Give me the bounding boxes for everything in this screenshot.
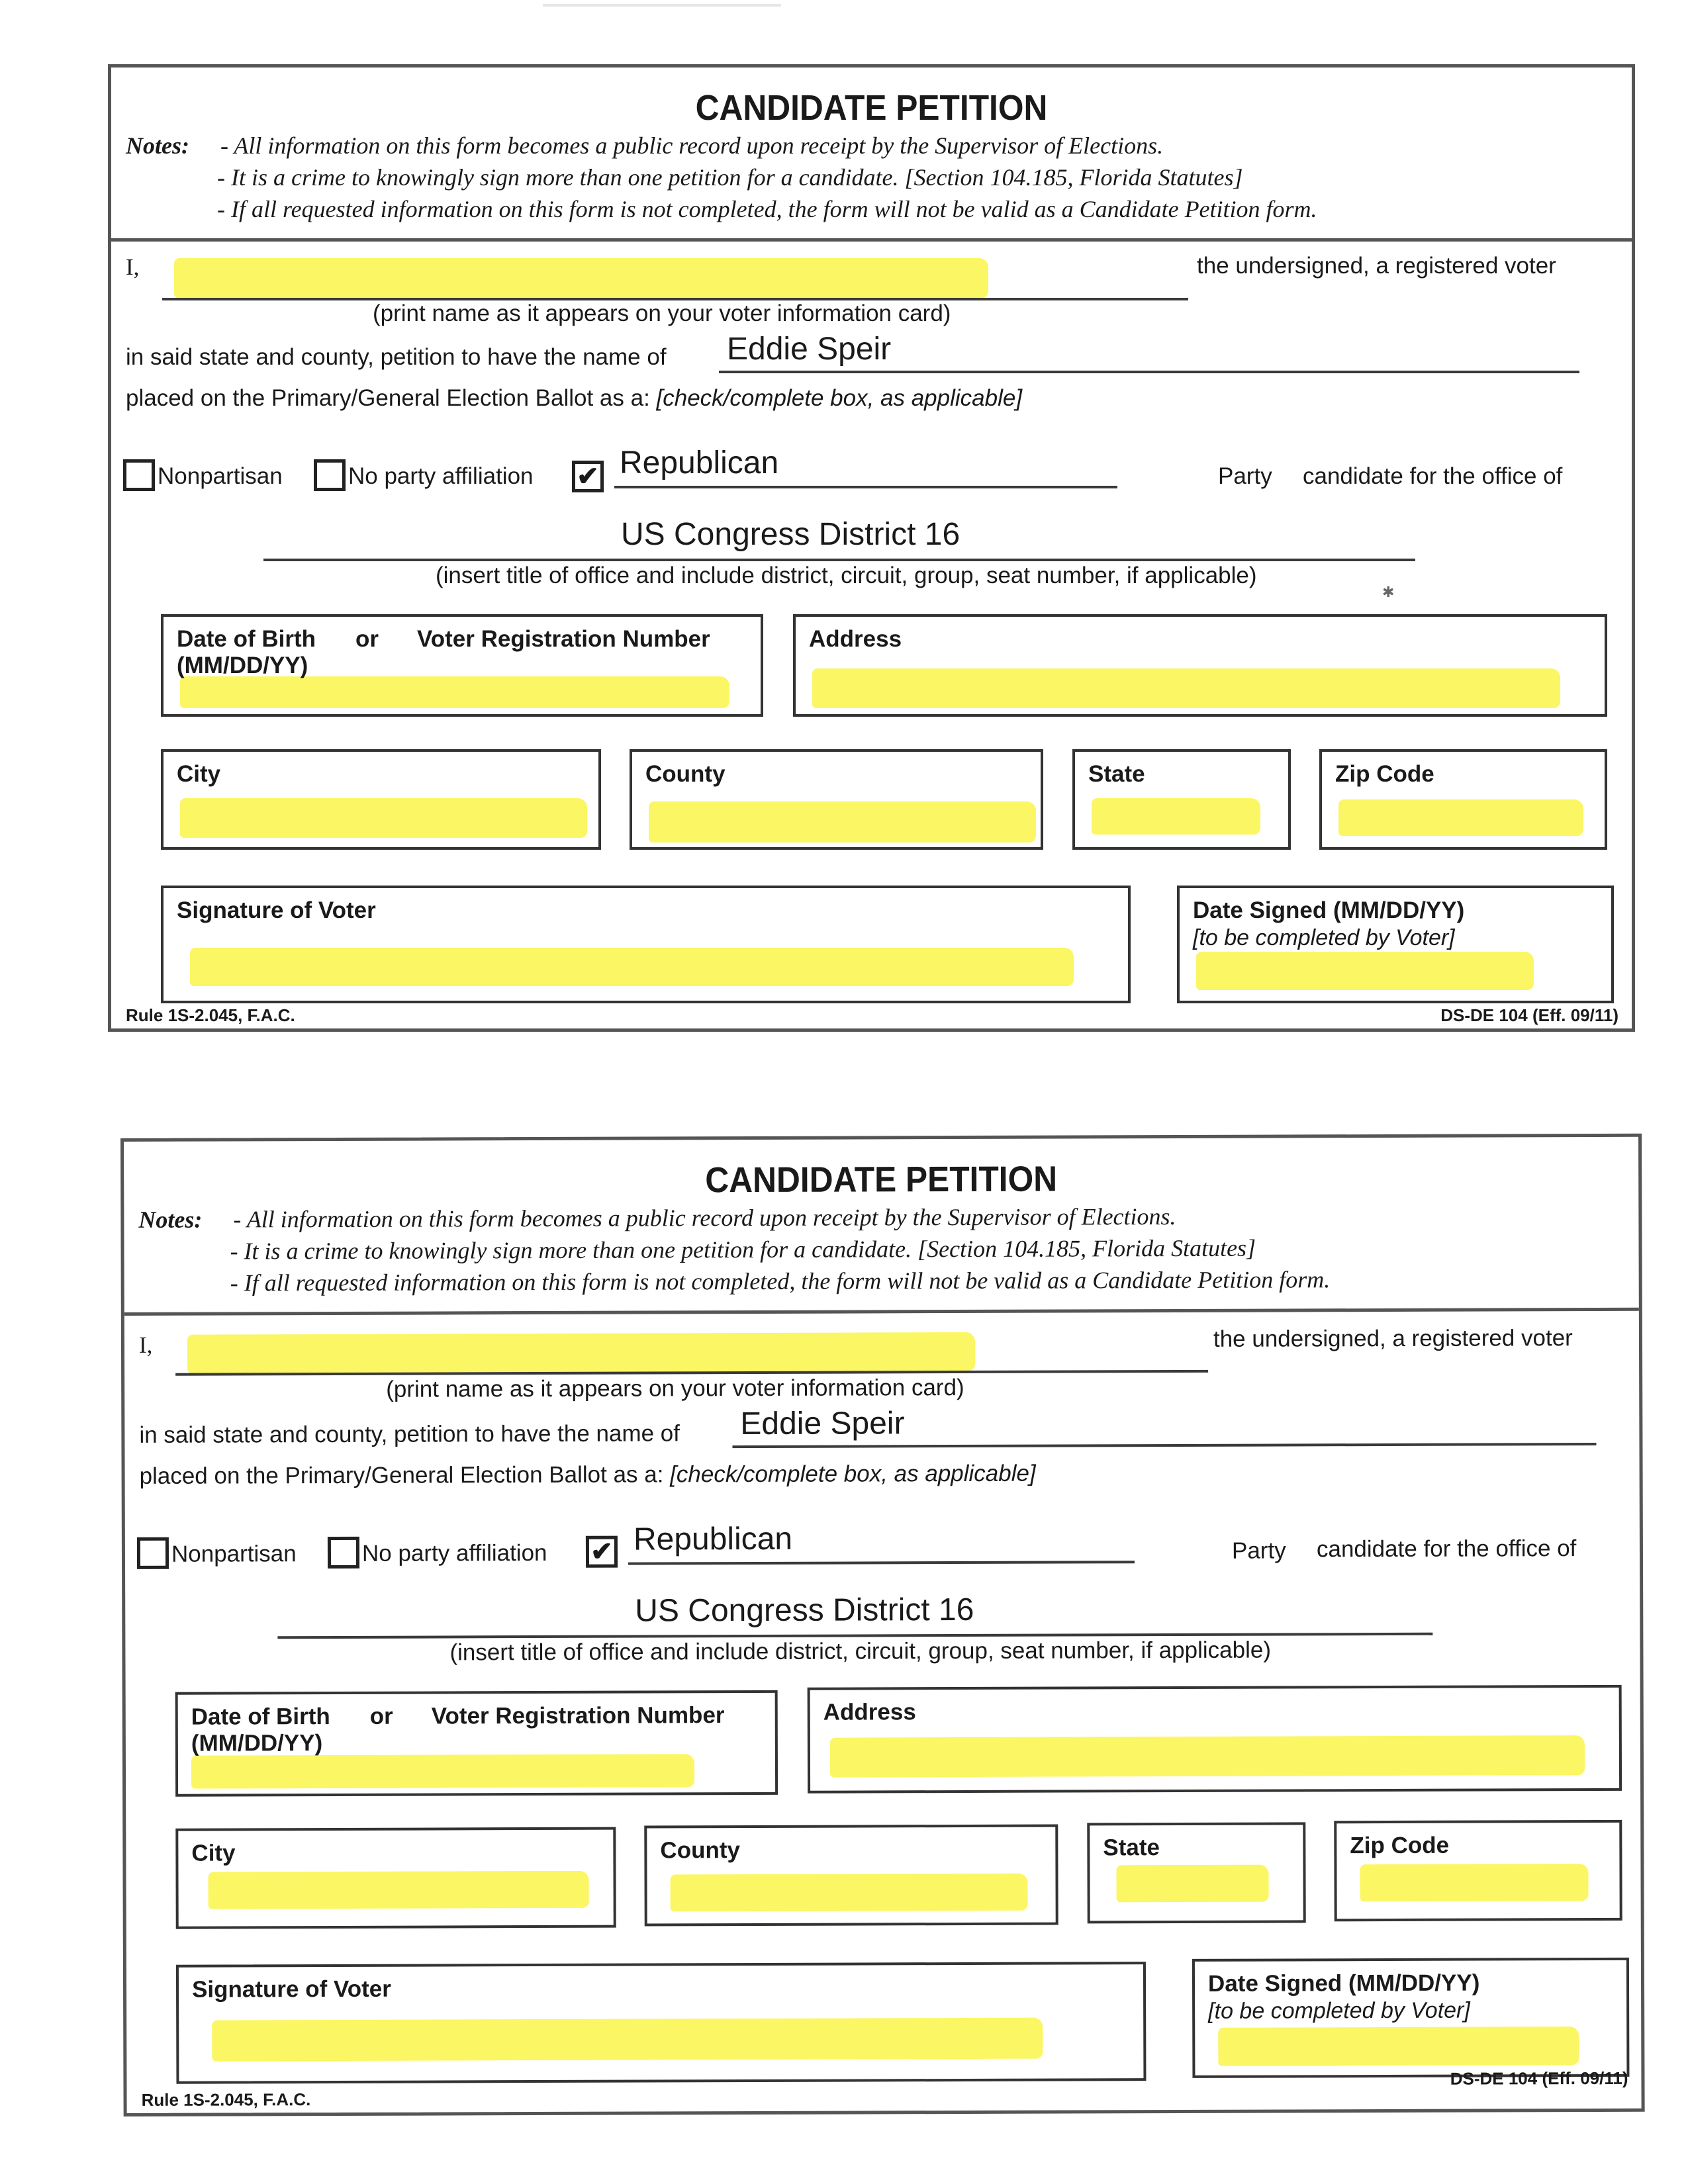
state-box[interactable] [1087, 1822, 1305, 1923]
city-box[interactable] [175, 1827, 616, 1929]
address-label: Address [809, 626, 902, 652]
dob-redaction [180, 676, 729, 708]
state-box[interactable] [1072, 749, 1291, 850]
state-redaction [1116, 1865, 1268, 1903]
ballot-text [140, 1461, 1036, 1490]
signature-box[interactable] [161, 886, 1131, 1003]
dob-label: Date of Birth [191, 1704, 330, 1730]
voter-name-hint: (print name as it appears on your voter information card) [373, 300, 951, 326]
party-value: Republican [620, 445, 779, 480]
date-signed-redaction [1196, 952, 1534, 990]
date-signed-hint: [to be completed by Voter] [1193, 925, 1455, 950]
candidate-petition-form-1 [108, 64, 1635, 1032]
state-label: State [1088, 761, 1145, 787]
state-label: State [1103, 1835, 1160, 1861]
nonpartisan-label: Nonpartisan [158, 463, 283, 489]
date-signed-label: Date Signed (MM/DD/YY) [1207, 1970, 1480, 1997]
voter-suffix: the undersigned, a registered voter [1197, 253, 1556, 279]
signature-redaction [190, 948, 1074, 986]
candidate-petition-form-2 [120, 1134, 1645, 2116]
form-header [124, 1137, 1639, 1316]
no-party-checkbox[interactable] [314, 459, 346, 491]
signature-redaction [212, 2018, 1043, 2062]
form-header [111, 68, 1632, 242]
office-value: US Congress District 16 [635, 1592, 974, 1629]
dob-redaction [191, 1754, 694, 1788]
checkmark-icon: ✔ [577, 462, 599, 491]
party-checkbox-checked[interactable] [586, 1536, 618, 1568]
zip-redaction [1360, 1864, 1588, 1901]
county-redaction [670, 1874, 1027, 1912]
footer-form-id: DS-DE 104 (Eff. 09/11) [1450, 2068, 1628, 2089]
vrn-label: Voter Registration Number [431, 1702, 725, 1729]
petition-text: in said state and county, petition to have the name of [126, 344, 667, 370]
scan-artifact [543, 4, 781, 7]
office-hint: (insert title of office and include district, circuit, group, seat number, if applicable) [436, 563, 1257, 588]
county-box[interactable] [644, 1825, 1058, 1927]
scan-speck: ✱ [1382, 584, 1395, 600]
ballot-hint: [check/complete box, as applicable] [670, 1460, 1036, 1488]
zip-redaction [1338, 799, 1583, 836]
party-value: Republican [633, 1521, 793, 1557]
voter-prefix: I, [138, 1332, 153, 1358]
dob-vrn-label [177, 626, 710, 653]
candidate-name: Eddie Speir [740, 1406, 905, 1442]
address-box[interactable] [793, 614, 1607, 717]
date-signed-hint: [to be completed by Voter] [1208, 1997, 1470, 2024]
voter-name-redaction [174, 258, 988, 298]
note-public-record: - All information on this form becomes a public record upon receipt by the Supervisor of Elections. [233, 1203, 1176, 1233]
office-intro: candidate for the office of [1303, 463, 1563, 489]
notes-label: Notes: [138, 1206, 203, 1233]
party-checkbox-checked[interactable] [572, 461, 604, 492]
voter-suffix: the undersigned, a registered voter [1213, 1325, 1573, 1352]
county-redaction [649, 801, 1036, 842]
footer-rule: Rule 1S-2.045, F.A.C. [126, 1005, 295, 1025]
city-label: City [177, 761, 221, 787]
county-box[interactable] [630, 749, 1043, 850]
dob-label: Date of Birth [177, 626, 316, 652]
or-label: or [369, 1703, 393, 1729]
city-label: City [191, 1840, 236, 1866]
note-crime-warning: - It is a crime to knowingly sign more than one petition for a candidate. [Section 104.185, Florida Statutes] [217, 164, 1243, 191]
signature-box[interactable] [176, 1962, 1147, 2084]
date-signed-redaction [1218, 2026, 1579, 2066]
party-field[interactable] [614, 486, 1117, 488]
voter-prefix: I, [126, 254, 140, 280]
county-label: County [645, 761, 726, 787]
office-value: US Congress District 16 [621, 517, 961, 552]
footer-rule: Rule 1S-2.045, F.A.C. [141, 2089, 311, 2110]
form-title: CANDIDATE PETITION [695, 88, 1048, 128]
voter-name-redaction [187, 1332, 975, 1373]
no-party-checkbox[interactable] [328, 1537, 359, 1569]
county-label: County [660, 1837, 740, 1864]
zip-label: Zip Code [1350, 1832, 1450, 1859]
party-field[interactable] [628, 1561, 1135, 1565]
note-crime-warning: - It is a crime to knowingly sign more than one petition for a candidate. [Section 104.185, Florida Statutes] [230, 1234, 1256, 1265]
candidate-name-field[interactable] [732, 1443, 1596, 1448]
nonpartisan-checkbox[interactable] [137, 1537, 169, 1569]
note-validity: - If all requested information on this form is not completed, the form will not be valid as a Candidate Petition form. [217, 196, 1317, 222]
city-redaction [208, 1871, 588, 1909]
ballot-text-main: placed on the Primary/General Election Ballot as a: [126, 385, 657, 411]
or-label: or [355, 626, 379, 652]
dob-vrn-label [191, 1702, 725, 1731]
zip-label: Zip Code [1335, 761, 1434, 787]
dob-format: (MM/DD/YY) [191, 1730, 323, 1756]
candidate-name: Eddie Speir [727, 332, 892, 367]
note-validity: - If all requested information on this form is not completed, the form will not be valid as a Candidate Petition form. [230, 1266, 1331, 1297]
form-title: CANDIDATE PETITION [705, 1159, 1058, 1201]
zip-box[interactable] [1319, 749, 1607, 850]
office-hint: (insert title of office and include district, circuit, group, seat number, if applicable) [449, 1637, 1272, 1666]
date-signed-label: Date Signed (MM/DD/YY) [1193, 897, 1465, 923]
city-redaction [180, 798, 587, 838]
no-party-label: No party affiliation [348, 463, 534, 489]
address-box[interactable] [808, 1685, 1622, 1794]
address-redaction [812, 668, 1560, 708]
vrn-label: Voter Registration Number [417, 626, 710, 652]
no-party-label: No party affiliation [361, 1539, 547, 1567]
candidate-name-field[interactable] [719, 371, 1579, 373]
date-signed-box[interactable] [1177, 886, 1614, 1003]
nonpartisan-checkbox[interactable] [123, 459, 155, 491]
address-label: Address [823, 1699, 916, 1725]
office-intro: candidate for the office of [1316, 1535, 1577, 1563]
ballot-text [126, 385, 1022, 412]
note-public-record: - All information on this form becomes a public record upon receipt by the Supervisor of Elections. [220, 132, 1164, 159]
checkmark-icon: ✔ [590, 1537, 613, 1567]
state-redaction [1092, 798, 1260, 835]
city-box[interactable] [161, 749, 601, 850]
dob-format: (MM/DD/YY) [177, 653, 308, 678]
dob-vrn-box[interactable] [161, 614, 763, 717]
zip-box[interactable] [1334, 1820, 1622, 1921]
petition-text: in said state and county, petition to have the name of [139, 1420, 680, 1448]
dob-vrn-box[interactable] [175, 1690, 778, 1797]
date-signed-box[interactable] [1192, 1958, 1630, 2078]
nonpartisan-label: Nonpartisan [171, 1541, 297, 1567]
ballot-hint: [check/complete box, as applicable] [656, 385, 1023, 411]
signature-label: Signature of Voter [177, 897, 376, 923]
voter-name-hint: (print name as it appears on your voter information card) [386, 1374, 964, 1402]
office-field[interactable] [263, 559, 1415, 561]
party-label: Party [1218, 463, 1272, 489]
signature-label: Signature of Voter [191, 1976, 391, 2003]
notes-label: Notes: [126, 132, 189, 159]
address-redaction [830, 1735, 1585, 1778]
footer-form-id: DS-DE 104 (Eff. 09/11) [1440, 1005, 1618, 1025]
party-label: Party [1231, 1537, 1286, 1564]
ballot-text-main: placed on the Primary/General Election Ballot as a: [139, 1461, 671, 1489]
